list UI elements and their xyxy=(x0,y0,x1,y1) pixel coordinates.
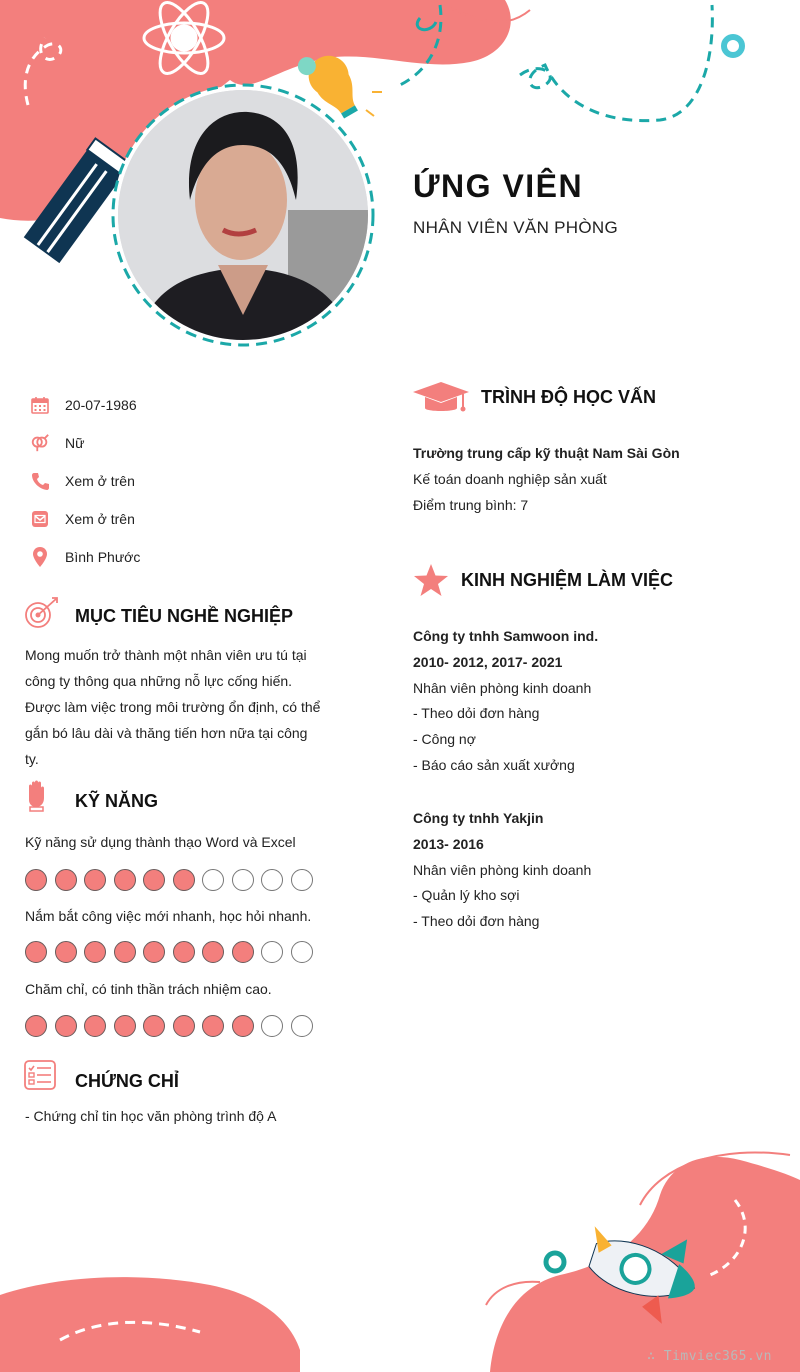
info-row-birthdate xyxy=(30,386,330,424)
calendar-icon xyxy=(30,395,50,415)
info-row-gender xyxy=(30,424,330,462)
info-row-address xyxy=(30,538,330,576)
career-goal-title: MỤC TIÊU NGHỀ NGHIỆP xyxy=(75,606,294,626)
skill-label: Kỹ năng sử dụng thành thạo Word và Excel xyxy=(25,834,296,850)
skill-rating xyxy=(25,941,320,963)
rating-dot-filled xyxy=(114,869,136,891)
gpa: Điểm trung bình: 7 xyxy=(413,496,529,513)
skills-title: KỸ NĂNG xyxy=(75,791,159,811)
hand-icon xyxy=(25,780,49,812)
rating-dot-filled xyxy=(55,1015,77,1037)
major: Kế toán doanh nghiệp sản xuất xyxy=(413,470,607,487)
rating-dot-filled xyxy=(84,941,106,963)
rating-dot-filled xyxy=(143,941,165,963)
rating-dot-filled xyxy=(114,941,136,963)
career-goal-line: Được làm việc trong môi trường ổn định, có thể xyxy=(25,699,321,715)
school-name: Trường trung cấp kỹ thuật Nam Sài Gòn xyxy=(413,445,680,461)
education-title: TRÌNH ĐỘ HỌC VẤN xyxy=(481,387,656,407)
rating-dot-empty xyxy=(291,941,313,963)
job-company: Công ty tnhh Samwoon ind. xyxy=(413,628,599,644)
skill-rating xyxy=(25,1015,320,1037)
candidate-position: NHÂN VIÊN VĂN PHÒNG xyxy=(413,218,619,237)
rating-dot-filled xyxy=(114,1015,136,1037)
rating-dot-filled xyxy=(202,1015,224,1037)
job-entry xyxy=(413,624,598,779)
rating-dot-filled xyxy=(55,869,77,891)
target-icon xyxy=(24,596,60,630)
rating-dot-empty xyxy=(232,869,254,891)
career-goal-text xyxy=(25,642,325,772)
rating-dot-filled xyxy=(143,869,165,891)
career-goal-line: công ty thông qua những nỗ lực cống hiến. xyxy=(25,673,293,689)
info-row-phone xyxy=(30,462,330,500)
career-goal-line: ty. xyxy=(25,751,39,767)
job-company: Công ty tnhh Yakjin xyxy=(413,810,544,826)
rating-dot-filled xyxy=(25,941,47,963)
rating-dot-empty xyxy=(291,1015,313,1037)
skill-label: Chăm chỉ, có tinh thần trách nhiệm cao. xyxy=(25,981,272,997)
person-silhouette xyxy=(118,90,368,340)
education-block xyxy=(413,441,680,518)
ring-decoration xyxy=(724,37,742,55)
rating-dot-filled xyxy=(173,869,195,891)
location-pin-icon xyxy=(30,547,50,567)
experience-title: KINH NGHIỆM LÀM VIỆC xyxy=(461,570,674,590)
rating-dot-filled xyxy=(232,1015,254,1037)
job-role: Nhân viên phòng kinh doanh xyxy=(413,679,592,696)
info-row-email xyxy=(30,500,330,538)
certificates-title: CHỨNG CHỈ xyxy=(75,1071,179,1091)
rating-dot-filled xyxy=(84,869,106,891)
email-value: Xem ở trên xyxy=(65,511,135,527)
ring-decoration xyxy=(546,1253,564,1271)
job-role: Nhân viên phòng kinh doanh xyxy=(413,861,592,878)
rating-dot-empty xyxy=(202,869,224,891)
rating-dot-filled xyxy=(25,1015,47,1037)
career-goal-line: Mong muốn trở thành một nhân viên ưu tú tại xyxy=(25,647,307,663)
rating-dot-filled xyxy=(143,1015,165,1037)
job-duty: - Quản lý kho sợi xyxy=(413,887,520,904)
rating-dot-filled xyxy=(173,941,195,963)
rating-dot-filled xyxy=(202,941,224,963)
job-entry xyxy=(413,806,591,935)
phone-icon xyxy=(30,471,50,491)
rating-dot-filled xyxy=(55,941,77,963)
job-period: 2013- 2016 xyxy=(413,835,484,852)
job-duty: - Theo dỏi đơn hàng xyxy=(413,705,540,722)
rating-dot-empty xyxy=(261,1015,283,1037)
rating-dot-filled xyxy=(25,869,47,891)
birthdate-value: 20-07-1986 xyxy=(65,397,137,413)
graduation-cap-icon xyxy=(413,380,469,414)
certificate-item: - Chứng chỉ tin học văn phòng trình độ A xyxy=(25,1108,277,1124)
phone-value: Xem ở trên xyxy=(65,473,135,489)
career-goal-line: gắn bó lâu dài và thăng tiến hơn nữa tại công xyxy=(25,725,308,741)
rating-dot-filled xyxy=(173,1015,195,1037)
email-icon xyxy=(30,509,50,529)
rating-dot-empty xyxy=(291,869,313,891)
rating-dot-empty xyxy=(261,869,283,891)
rating-dot-empty xyxy=(261,941,283,963)
job-period: 2010- 2012, 2017- 2021 xyxy=(413,653,563,670)
job-duty: - Theo dỏi đơn hàng xyxy=(413,913,540,930)
gender-icon xyxy=(30,433,50,453)
skill-rating xyxy=(25,869,320,891)
avatar xyxy=(118,90,368,340)
personal-info-list xyxy=(30,386,330,576)
gender-value: Nữ xyxy=(65,435,85,451)
candidate-name: ỨNG VIÊN xyxy=(413,168,584,204)
rating-dot-filled xyxy=(232,941,254,963)
star-icon xyxy=(413,563,449,597)
rating-dot-filled xyxy=(84,1015,106,1037)
job-duty: - Công nợ xyxy=(413,731,476,748)
job-duty: - Báo cáo sản xuất xưởng xyxy=(413,756,575,773)
profile-photo-frame xyxy=(110,82,376,348)
checklist-icon xyxy=(24,1060,56,1090)
address-value: Bình Phước xyxy=(65,549,141,565)
skill-label: Nắm bắt công việc mới nhanh, học hỏi nhanh. xyxy=(25,908,312,924)
watermark: ∴ Timviec365.vn xyxy=(647,1349,772,1364)
